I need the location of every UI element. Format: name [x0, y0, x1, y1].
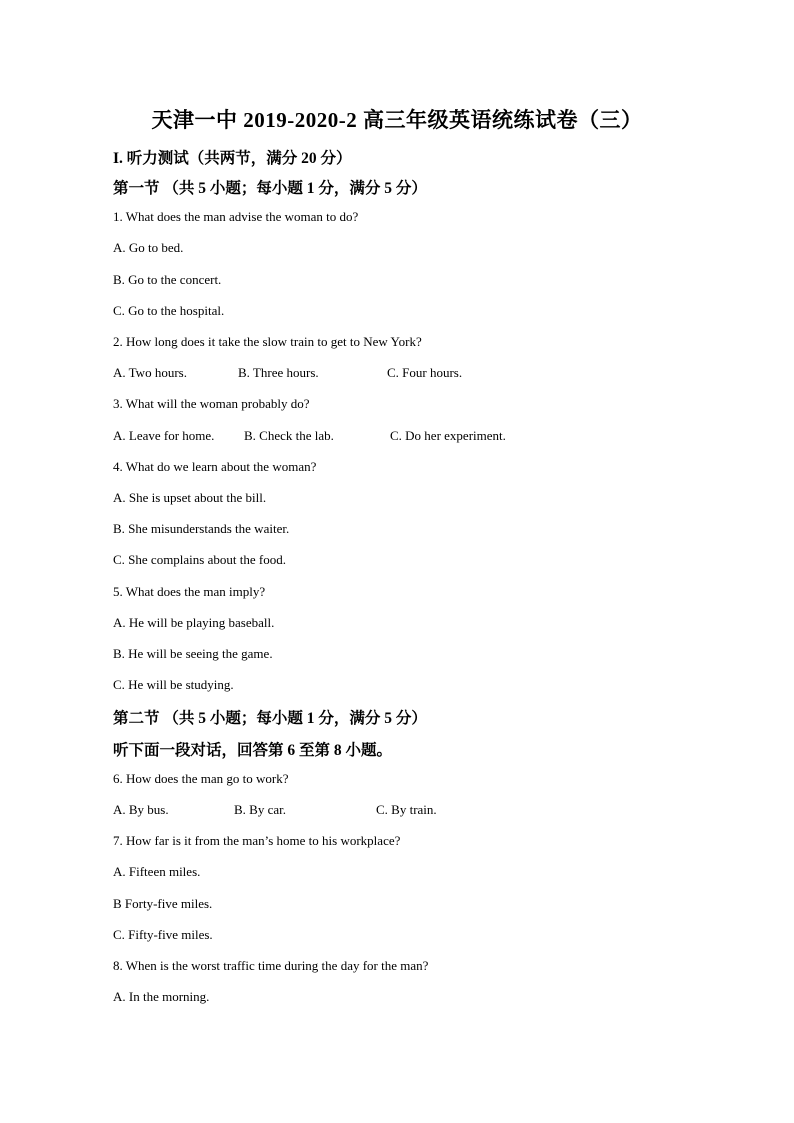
question-stem: 6. How does the man go to work? — [113, 771, 289, 786]
answer-option: C. Four hours. — [387, 365, 463, 380]
question-stem: 2. How long does it take the slow train to get to New York? — [113, 334, 422, 349]
answer-option: A. Go to bed. — [113, 240, 184, 255]
answer-option: C. Do her experiment. — [390, 428, 506, 443]
answer-option-row — [113, 802, 713, 820]
question-stem: 7. How far is it from the man’s home to his workplace? — [113, 833, 401, 848]
section2-heading: 第二节 （共 5 小题；每小题 1 分，满分 5 分） — [113, 710, 427, 727]
question-stem: 1. What does the man advise the woman to do? — [113, 209, 359, 224]
question-stem: 5. What does the man imply? — [113, 584, 266, 599]
question-stem: 3. What will the woman probably do? — [113, 396, 310, 411]
answer-option: A. He will be playing baseball. — [113, 615, 275, 630]
answer-option: B. She misunderstands the waiter. — [113, 521, 290, 536]
answer-option: C. Go to the hospital. — [113, 303, 225, 318]
answer-option: B. Go to the concert. — [113, 272, 222, 287]
answer-option: B. By car. — [234, 802, 286, 817]
answer-option: A. Fifteen miles. — [113, 864, 201, 879]
answer-option: A. By bus. — [113, 802, 169, 817]
answer-option: A. She is upset about the bill. — [113, 490, 267, 505]
answer-option-row — [113, 428, 713, 446]
answer-option: B. Check the lab. — [244, 428, 334, 443]
answer-option: A. Two hours. — [113, 365, 187, 380]
section2-instruction: 听下面一段对话，回答第 6 至第 8 小题。 — [113, 742, 393, 759]
answer-option: B Forty-five miles. — [113, 896, 213, 911]
question-stem: 8. When is the worst traffic time during the day for the man? — [113, 958, 429, 973]
page-title: 天津一中 2019-2020-2 高三年级英语统练试卷（三） — [151, 108, 643, 132]
part1-heading: I. 听力测试（共两节，满分 20 分） — [113, 150, 352, 167]
answer-option: C. She complains about the food. — [113, 552, 286, 567]
section1-heading: 第一节 （共 5 小题；每小题 1 分，满分 5 分） — [113, 180, 427, 197]
answer-option: B. Three hours. — [238, 365, 319, 380]
answer-option: B. He will be seeing the game. — [113, 646, 273, 661]
answer-option-row — [113, 365, 713, 383]
answer-option: C. By train. — [376, 802, 437, 817]
answer-option: A. In the morning. — [113, 989, 210, 1004]
answer-option: C. Fifty-five miles. — [113, 927, 213, 942]
answer-option: C. He will be studying. — [113, 677, 234, 692]
answer-option: A. Leave for home. — [113, 428, 215, 443]
question-stem: 4. What do we learn about the woman? — [113, 459, 317, 474]
